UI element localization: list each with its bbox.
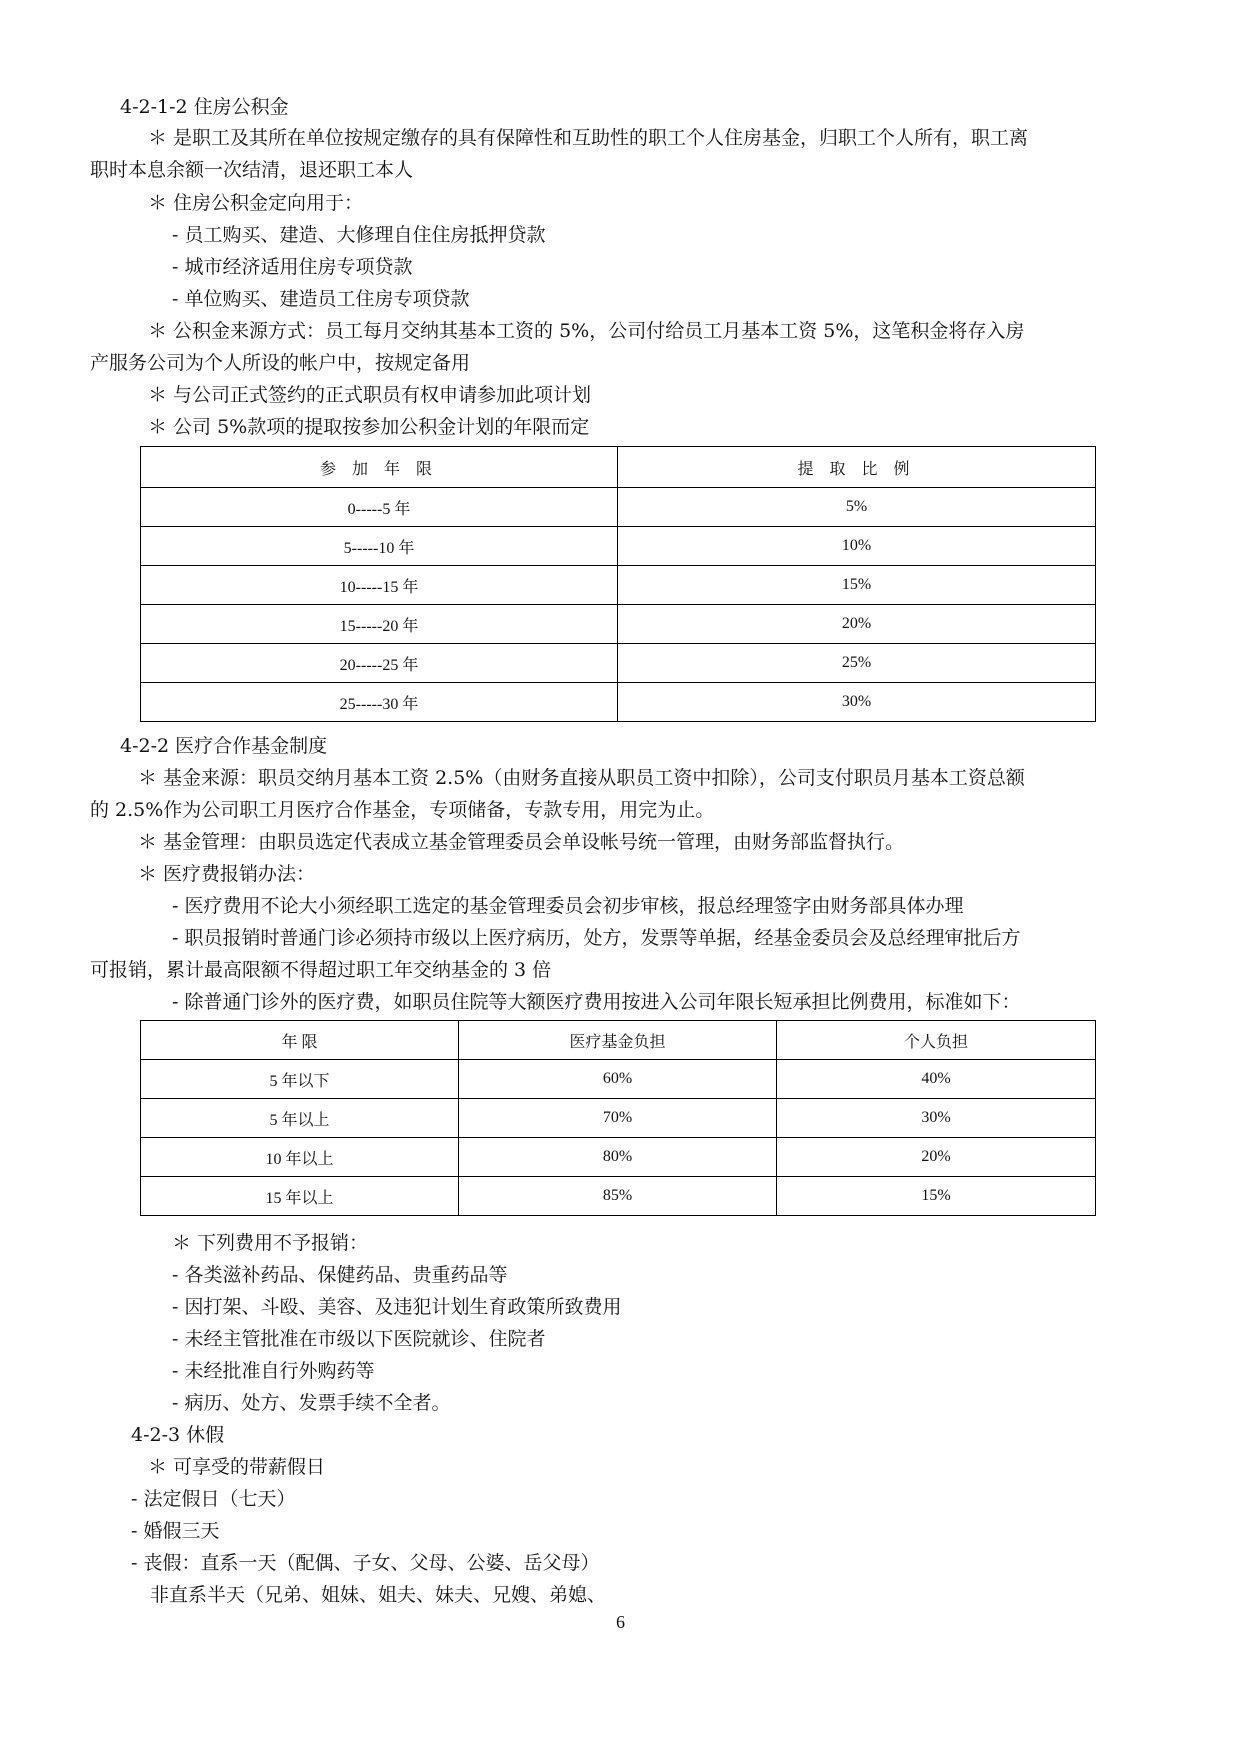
table-row bbox=[141, 1060, 1096, 1099]
table-cell: 25% bbox=[618, 644, 1096, 683]
table-cell: 5% bbox=[618, 488, 1096, 527]
paragraph: 的 2.5%作为公司职工月医疗合作基金，专项储备，专款专用，用完为止。 bbox=[90, 799, 715, 821]
list-item: - 未经批准自行外购药等 bbox=[172, 1360, 375, 1382]
paragraph: 产服务公司为个人所设的帐户中，按规定备用 bbox=[90, 352, 471, 374]
table-header-cell: 提 取 比 例 bbox=[618, 447, 1096, 488]
list-item: - 病历、处方、发票手续不全者。 bbox=[172, 1392, 451, 1414]
table-cell: 10 年以上 bbox=[141, 1138, 459, 1177]
section-heading-medical-fund: 4-2-2 医疗合作基金制度 bbox=[120, 735, 328, 757]
table-cell: 15% bbox=[618, 566, 1096, 605]
list-item: - 法定假日（七天） bbox=[131, 1488, 296, 1510]
list-item: - 未经主管批准在市级以下医院就诊、住院者 bbox=[172, 1328, 546, 1350]
list-item: - 员工购买、建造、大修理自住住房抵押贷款 bbox=[172, 224, 546, 246]
table-row bbox=[141, 1099, 1096, 1138]
table-row bbox=[141, 527, 1096, 566]
table-header-cell: 年 限 bbox=[141, 1021, 459, 1060]
list-item: - 因打架、斗殴、美容、及违犯计划生育政策所致费用 bbox=[172, 1296, 622, 1318]
table-row bbox=[141, 488, 1096, 527]
table-cell: 20-----25 年 bbox=[141, 644, 618, 683]
table-cell: 20% bbox=[777, 1138, 1096, 1177]
paragraph: 职时本息余额一次结清，退还职工本人 bbox=[90, 159, 414, 181]
section-heading-housing-fund: 4-2-1-2 住房公积金 bbox=[120, 96, 289, 118]
table-cell: 70% bbox=[459, 1099, 777, 1138]
table-row bbox=[141, 566, 1096, 605]
paragraph: ＊ 公司 5%款项的提取按参加公积金计划的年限而定 bbox=[148, 416, 590, 438]
table-cell: 20% bbox=[618, 605, 1096, 644]
withdrawal-ratio-table bbox=[140, 446, 1096, 722]
paragraph: ＊ 公积金来源方式：员工每月交纳其基本工资的 5%，公司付给员工月基本工资 5%，这笔积金将存入房 bbox=[148, 320, 1025, 342]
table-cell: 10-----15 年 bbox=[141, 566, 618, 605]
list-item: - 城市经济适用住房专项贷款 bbox=[172, 256, 413, 278]
table-cell: 85% bbox=[459, 1177, 777, 1216]
paragraph: ＊ 可享受的带薪假日 bbox=[148, 1456, 326, 1478]
table-cell: 10% bbox=[618, 527, 1096, 566]
table-row bbox=[141, 1177, 1096, 1216]
table-header-cell: 参 加 年 限 bbox=[141, 447, 618, 488]
table-header-cell: 医疗基金负担 bbox=[459, 1021, 777, 1060]
table-cell: 5 年以上 bbox=[141, 1099, 459, 1138]
list-item: - 各类滋补药品、保健药品、贵重药品等 bbox=[172, 1264, 508, 1286]
list-item: - 丧假：直系一天（配偶、子女、父母、公婆、岳父母） bbox=[131, 1552, 600, 1574]
table-row bbox=[141, 1138, 1096, 1177]
paragraph: 非直系半天（兄弟、姐妹、姐夫、妹夫、兄嫂、弟媳、 bbox=[150, 1584, 607, 1606]
table-cell: 5-----10 年 bbox=[141, 527, 618, 566]
paragraph: ＊ 下列费用不予报销： bbox=[172, 1232, 369, 1254]
table-row bbox=[141, 644, 1096, 683]
table-cell: 60% bbox=[459, 1060, 777, 1099]
paragraph: ＊ 是职工及其所在单位按规定缴存的具有保障性和互助性的职工个人住房基金，归职工个人所有，职工离 bbox=[148, 127, 1029, 149]
list-item: - 除普通门诊外的医疗费，如职员住院等大额医疗费用按进入公司年限长短承担比例费用，标准如下： bbox=[172, 991, 1021, 1013]
table-cell: 30% bbox=[618, 683, 1096, 722]
list-item: - 医疗费用不论大小须经职工选定的基金管理委员会初步审核，报总经理签字由财务部具体办理 bbox=[172, 895, 964, 917]
table-header-row bbox=[141, 447, 1096, 488]
table-cell: 40% bbox=[777, 1060, 1096, 1099]
paragraph: ＊ 住房公积金定向用于： bbox=[148, 192, 364, 214]
list-item: - 职员报销时普通门诊必须持市级以上医疗病历，处方，发票等单据，经基金委员会及总经理审批后方 bbox=[172, 927, 1021, 949]
table-cell: 25-----30 年 bbox=[141, 683, 618, 722]
list-item: - 婚假三天 bbox=[131, 1520, 220, 1542]
paragraph: ＊ 基金来源：职员交纳月基本工资 2.5%（由财务直接从职员工资中扣除），公司支付职员月基本工资总额 bbox=[138, 767, 1025, 789]
table-header-row bbox=[141, 1021, 1096, 1060]
paragraph: ＊ 医疗费报销办法： bbox=[138, 863, 316, 885]
table-cell: 15% bbox=[777, 1177, 1096, 1216]
paragraph: ＊ 基金管理：由职员选定代表成立基金管理委员会单设帐号统一管理，由财务部监督执行。 bbox=[138, 831, 905, 853]
table-cell: 15-----20 年 bbox=[141, 605, 618, 644]
paragraph: 可报销，累计最高限额不得超过职工年交纳基金的 3 倍 bbox=[90, 959, 552, 981]
list-item: - 单位购买、建造员工住房专项贷款 bbox=[172, 288, 470, 310]
section-heading-leave: 4-2-3 休假 bbox=[131, 1424, 225, 1446]
table-cell: 80% bbox=[459, 1138, 777, 1177]
table-row bbox=[141, 605, 1096, 644]
table-header-cell: 个人负担 bbox=[777, 1021, 1096, 1060]
table-cell: 0-----5 年 bbox=[141, 488, 618, 527]
medical-cost-share-table bbox=[140, 1020, 1096, 1216]
table-cell: 5 年以下 bbox=[141, 1060, 459, 1099]
page-number: 6 bbox=[616, 1612, 625, 1632]
table-cell: 15 年以上 bbox=[141, 1177, 459, 1216]
table-cell: 30% bbox=[777, 1099, 1096, 1138]
table-row bbox=[141, 683, 1096, 722]
paragraph: ＊ 与公司正式签约的正式职员有权申请参加此项计划 bbox=[148, 384, 592, 406]
